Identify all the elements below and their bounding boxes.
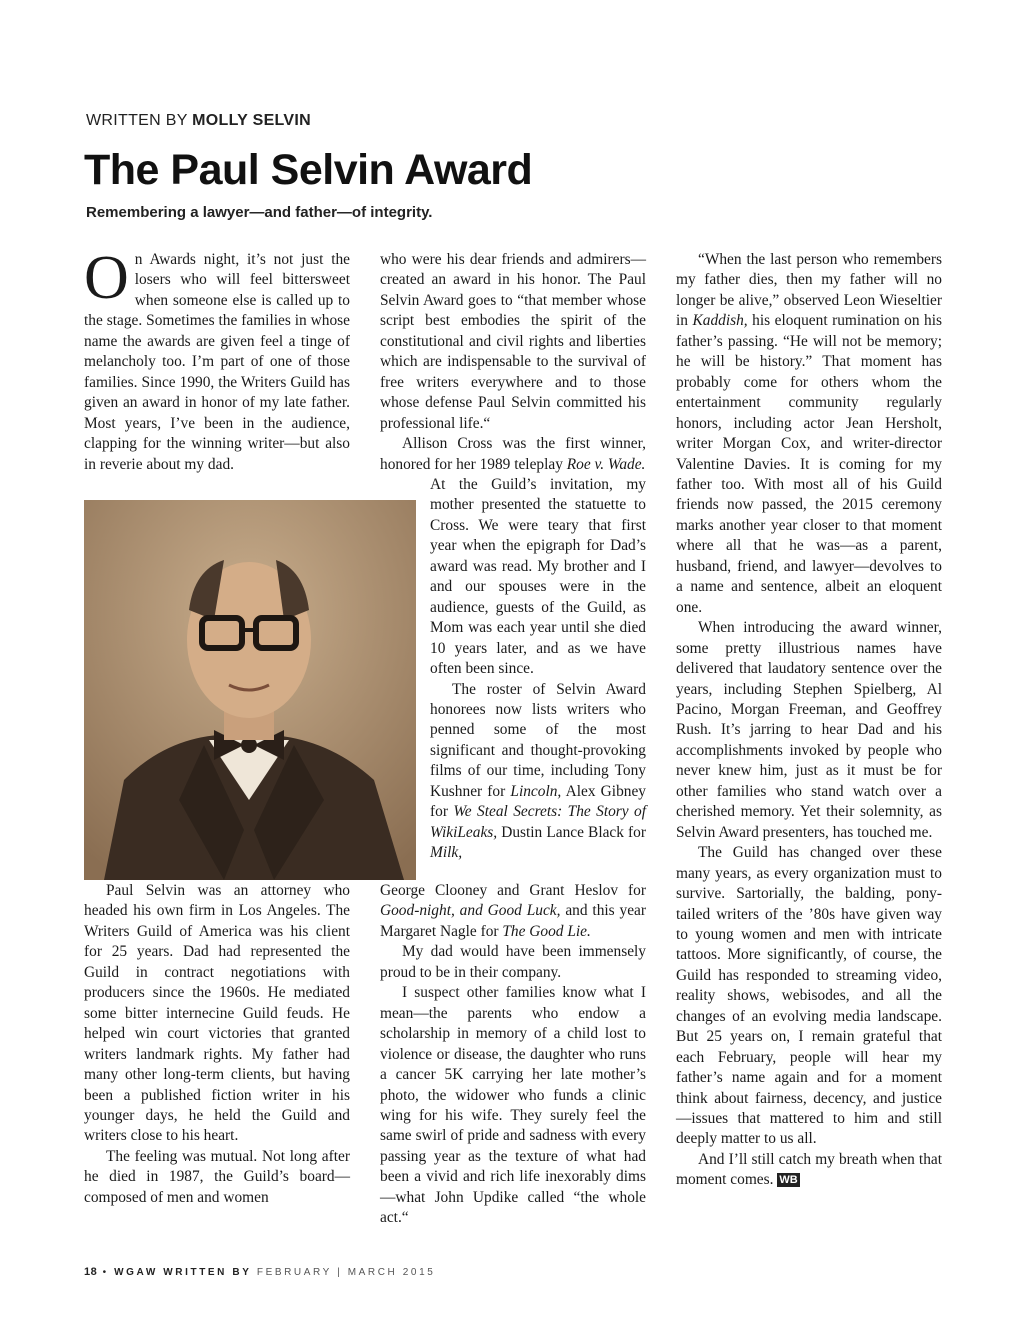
drop-cap: O [84,244,129,312]
column-2-bottom [380,881,646,1229]
column-1-bottom [84,881,350,1208]
paragraph: My dad would have been immensely proud to be in their company. [380,943,646,981]
portrait-photo-icon [84,500,416,880]
column-2-wrap [430,475,646,864]
paragraph-intro: On Awards night, it’s not just the losers who will feel bittersweet when someone else is called up to the stage. Sometimes the families in whose name the awards are given feel a tinge of melancholy too. I’m part of one of those families. Since 1990, the Writers Guild has given an award in honor of my late father. Most years, I’ve been in the audience, clapping for the winning writer—but also in reverie about my dad. [84,244,350,473]
portrait-photo [84,500,416,880]
paragraph: Allison Cross was the first winner, honored for her 1989 teleplay Roe v. Wade. [380,435,646,473]
paragraph: The Guild has changed over these many years, as every organization must to survive. Sartorially, the balding, pony-tailed writers of the ’80s have given way to young women and men with intricate tattoos. More significantly, of course, the Guild has responded to streaming video, reality shows, webisodes, and all the changes of an evolving media landscape. But 25 years on, I remain grateful that each February, people will hear my father’s name again and for a moment think about fairness, decency, and justice—issues that mattered to him and still deeply matter to us all. [676,844,942,1148]
footer-bullet: • [102,1267,109,1278]
issue-date: FEBRUARY | MARCH 2015 [256,1267,436,1278]
byline-prefix: WRITTEN BY [86,112,188,129]
end-mark-icon: WB [779,1174,798,1187]
paragraph: Paul Selvin was an attorney who headed his own firm in Los Angeles. The Writers Guild of America was his client for 25 years. Dad had represented the Guild in contract negotiations with producers since the 1960s. He mediated some bitter internecine Guild feuds. He helped win court victories that granted writers landmark rights. My father had many other long-term clients, but having been a published fiction writer in his younger days, he held the Guild and writers close to his heart. [84,882,350,1145]
paragraph: who were his dear friends and admirers—created an award in his honor. The Paul Selvin Award goes to “that member whose script best embodies the spirit of the constitutional and civil rights and liberties which are indispensable to the survival of free writers everywhere and to those whose defense Paul Selvin committed his professional life.“ [380,251,646,432]
page-footer [84,1266,435,1278]
paragraph: The roster of Selvin Award honorees now lists writers who penned some of the most significant and thought-provoking films of our time, including Tony Kushner for Lincoln, Alex Gibney for We Steal Secrets: The Story of WikiLeaks, Dustin Lance Black for Milk, [430,680,647,862]
paragraph: “When the last person who remembers my father dies, then my father will no longer be alive,” observed Leon Wieseltier in Kaddish, his eloquent rumination on his father’s passing. “He will not be memory; he will be history.” That moment has probably come for others whom the entertainment community regularly honors, including actor Jean Hersholt, writer Morgan Cox, and writer-director Valentine Davies. It is coming for my father too. With most all of his Guild friends now passed, the 2015 ceremony marks another year closer to that moment where all that he was—as a parent, husband, friend, and lawyer—devolves to a name and sentence, albeit an eloquent one. [676,251,942,616]
page-number: 18 [84,1266,98,1278]
column-2-top [380,250,646,475]
column-1-top [84,244,350,475]
byline [86,112,311,130]
paragraph: George Clooney and Grant Heslov for Good-night, and Good Luck, and this year Margaret Nagle for The Good Lie. [380,882,647,940]
byline-author: MOLLY SELVIN [192,112,312,129]
paragraph: When introducing the award winner, some pretty illustrious names have delivered that laudatory sentence over the years, including Stephen Spielberg, Al Pacino, Morgan Freeman, and Geoffrey Rush. It’s jarring to hear Dad and his accomplishments invoked by people who never knew him, just as it must be for other families who stand watch over a cherished memory. Yet their solemnity, as Selvin Award presenters, has touched me. [676,619,942,841]
paragraph: And I’ll still catch my breath when that moment comes. WB [676,1150,942,1189]
paragraph: At the Guild’s invitation, my mother presented the statuette to Cross. We were teary that first year when the epigraph for Dad’s award was read. My brother and I and our spouses were in the audience, guests of the Guild, as Mom was each year until she died 10 years later, and as we have often been since. [430,476,646,678]
article-title: The Paul Selvin Award [84,146,533,194]
paragraph: The feeling was mutual. Not long after he died in 1987, the Guild’s board—composed of men and women [84,1147,350,1206]
column-3 [676,250,942,1191]
article-subtitle: Remembering a lawyer—and father—of integrity. [86,204,433,221]
publication-name: WGAW WRITTEN BY [114,1267,252,1278]
paragraph: I suspect other families know what I mean—the parents who endow a scholarship in memory of a child lost to violence or disease, the daughter who runs a cancer 5K carrying her late mother’s photo, the widower who funds a clinic wing for his wife. They surely feel the same swirl of pride and sadness with every passing year as the texture of what had been a vivid and rich life inexorably dims—what John Updike called “the whole act.“ [380,984,646,1227]
